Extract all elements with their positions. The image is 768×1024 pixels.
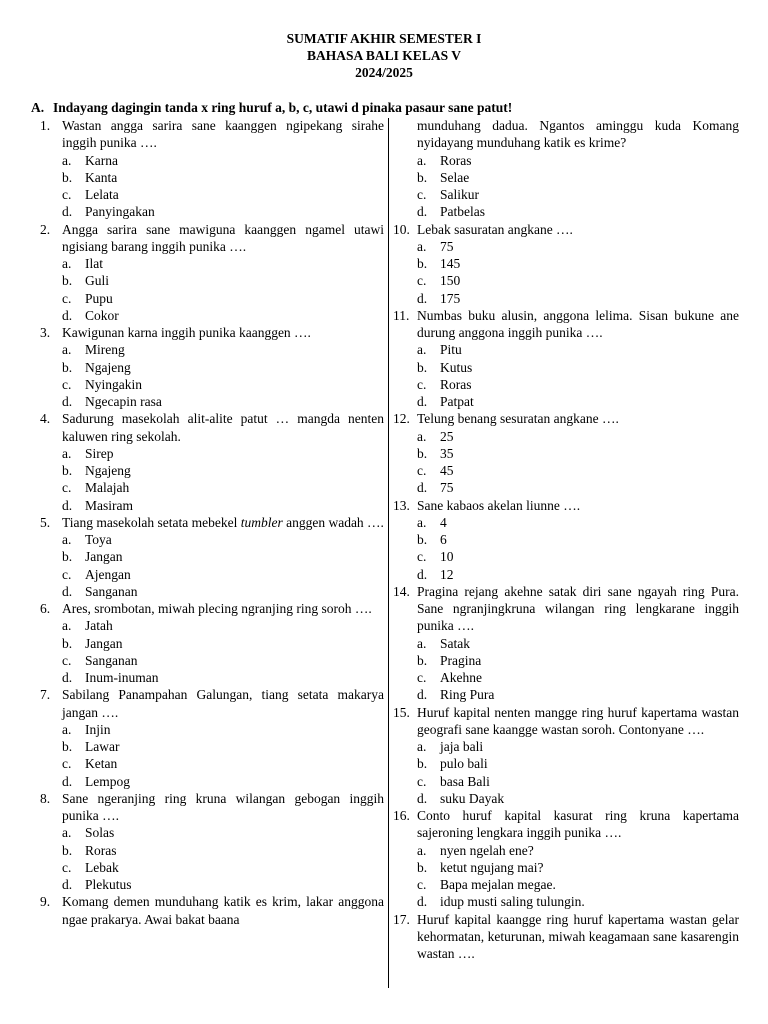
option-4-1[interactable] (34, 445, 384, 462)
option-text: Karna (85, 152, 118, 168)
question-12 (393, 410, 739, 496)
option-letter: b. (417, 756, 428, 772)
option-10-4[interactable] (393, 290, 739, 307)
option-text: Lelata (85, 187, 119, 202)
question-text: Numbas buku alusin, anggona lelima. Sisan bukune ane durung anggona inggih punika …. (417, 307, 739, 340)
option-16-2[interactable] (393, 859, 739, 876)
option-letter: a. (62, 532, 72, 547)
question-17 (393, 911, 739, 963)
question-number-label: 4. (40, 411, 51, 427)
question-number-label: 6. (40, 601, 51, 616)
question-stem (34, 600, 384, 617)
question-3 (34, 324, 384, 410)
option-text: Plekutus (85, 877, 132, 892)
option-text: Pupu (85, 290, 113, 306)
question-text: Pragina rejang akehne satak diri sane ngayah ring Pura. Sane ngranjingkruna wilangan ring lengkarane inggih punika …. (417, 583, 739, 634)
option-4-4[interactable] (34, 497, 384, 514)
option-1-4[interactable] (34, 203, 384, 220)
question-number (34, 514, 62, 531)
option-6-3[interactable] (34, 652, 384, 669)
option-text: Jangan (85, 635, 123, 651)
option-text: Kanta (85, 169, 118, 185)
option-letter: c. (62, 290, 72, 306)
question-number-label: 17. (393, 911, 410, 927)
question-number-label: 9. (40, 894, 51, 910)
exam-header (0, 30, 768, 81)
question-stem (34, 514, 384, 531)
option-text: Roras (440, 152, 472, 168)
option-text: Lempog (85, 773, 130, 789)
question-number (393, 807, 417, 842)
option-13-1[interactable] (393, 514, 739, 531)
option-text: Lebak (85, 859, 119, 875)
question-number (34, 600, 62, 617)
option-text: suku Dayak (440, 790, 505, 806)
question-text: Angga sarira sane mawiguna kaanggen ngamel utawi ngisiang barang inggih punika …. (62, 221, 384, 254)
option-text: Ring Pura (440, 687, 495, 703)
option-1-1[interactable] (34, 152, 384, 169)
option-7-2[interactable] (34, 738, 384, 755)
option-letter: d. (62, 583, 73, 599)
option-text: Toya (85, 532, 112, 547)
option-letter: c. (62, 376, 72, 392)
question-stem (34, 410, 384, 445)
option-14-2[interactable] (393, 652, 739, 669)
option-letter: d. (417, 790, 428, 806)
question-number-label: 16. (393, 808, 410, 823)
question-text: Conto huruf kapital kasurat ring kruna kapertama sajeroning lengkara inggih punika …. (417, 808, 739, 841)
option-8-4[interactable] (34, 876, 384, 893)
option-11-1[interactable] (393, 341, 739, 358)
option-11-3[interactable] (393, 376, 739, 393)
option-text: Jangan (85, 549, 123, 565)
question-stem (34, 893, 384, 928)
question-2 (34, 221, 384, 325)
option-15-4[interactable] (393, 790, 739, 807)
question-text: Sadurung masekolah alit-alite patut … mangda nenten kaluwen ring sekolah. (62, 411, 384, 444)
option-12-3[interactable] (393, 462, 739, 479)
option-10-2[interactable] (393, 255, 739, 272)
option-text: Inum-inuman (85, 670, 159, 685)
option-letter: d. (417, 204, 428, 220)
option-12-2[interactable] (393, 445, 739, 462)
option-text: Ketan (85, 756, 118, 772)
option-text: ketut ngujang mai? (440, 859, 544, 875)
question-8 (34, 790, 384, 894)
option-text: Malajah (85, 480, 130, 496)
option-3-4[interactable] (34, 393, 384, 410)
question-text: Sabilang Panampahan Galungan, tiang setata makarya jangan …. (62, 687, 384, 720)
option-text: Sirep (85, 445, 114, 461)
question-text: Ares, srombotan, miwah plecing ngranjing ring soroh …. (62, 601, 372, 616)
option-letter: b. (417, 359, 428, 375)
question-text: Sane kabaos akelan liunne …. (417, 497, 581, 513)
question-stem (393, 410, 739, 427)
question-stem (34, 324, 384, 341)
option-letter: a. (62, 256, 72, 271)
option-3-1[interactable] (34, 341, 384, 358)
option-text: 145 (440, 256, 461, 271)
question-number-label: 7. (40, 687, 51, 703)
option-letter: b. (62, 739, 73, 754)
option-text: 150 (440, 273, 461, 289)
question-number-label: 8. (40, 790, 51, 806)
option-letter: c. (62, 480, 72, 496)
option-letter: c. (417, 549, 427, 565)
question-number-label: 13. (393, 497, 410, 513)
section-instruction (31, 99, 751, 116)
option-letter: c. (417, 670, 427, 685)
question-number (34, 893, 62, 928)
option-letter: d. (417, 894, 428, 910)
question-number-label: 3. (40, 325, 51, 340)
question-number (34, 117, 62, 152)
question-6 (34, 600, 384, 686)
option-text: pulo bali (440, 756, 488, 772)
option-text: jaja bali (440, 739, 484, 754)
option-13-3[interactable] (393, 548, 739, 565)
option-9-3[interactable] (393, 186, 739, 203)
option-letter: a. (62, 152, 72, 168)
option-letter: b. (417, 859, 428, 875)
option-2-2[interactable] (34, 272, 384, 289)
left-column (34, 117, 384, 928)
option-letter: d. (62, 394, 73, 409)
option-letter: a. (417, 342, 427, 358)
question-1 (34, 117, 384, 221)
exam-subject: BAHASA BALI KELAS V (307, 48, 461, 63)
option-letter: a. (417, 514, 427, 530)
option-letter: a. (417, 739, 427, 754)
option-letter: c. (62, 566, 72, 582)
option-letter: b. (62, 635, 73, 651)
question-4 (34, 410, 384, 514)
option-letter: d. (417, 290, 428, 306)
option-10-1[interactable] (393, 238, 739, 255)
question-number (393, 911, 417, 963)
option-letter: a. (62, 721, 72, 737)
option-15-1[interactable] (393, 738, 739, 755)
option-4-3[interactable] (34, 479, 384, 496)
question-14 (393, 583, 739, 704)
option-letter: c. (417, 187, 427, 202)
option-letter: a. (62, 445, 72, 461)
option-text: Guli (85, 273, 110, 289)
option-11-4[interactable] (393, 393, 739, 410)
option-3-3[interactable] (34, 376, 384, 393)
option-letter: d. (62, 670, 73, 685)
option-text: 175 (440, 290, 461, 306)
question-number (393, 583, 417, 635)
option-text: 45 (440, 463, 454, 478)
option-5-1[interactable] (34, 531, 384, 548)
option-letter: b. (62, 359, 73, 375)
question-stem (393, 704, 739, 739)
question-stem (34, 117, 384, 152)
option-letter: d. (62, 307, 73, 323)
option-14-1[interactable] (393, 635, 739, 652)
option-15-3[interactable] (393, 773, 739, 790)
question-number-label: 10. (393, 221, 410, 237)
option-letter: d. (417, 566, 428, 582)
option-6-2[interactable] (34, 635, 384, 652)
option-16-4[interactable] (393, 893, 739, 910)
option-letter: d. (62, 204, 73, 220)
question-number (393, 221, 417, 238)
option-13-2[interactable] (393, 531, 739, 548)
option-letter: c. (62, 756, 72, 772)
option-15-2[interactable] (393, 755, 739, 772)
question-stem (393, 807, 739, 842)
option-letter: b. (62, 842, 73, 858)
option-text: 12 (440, 566, 454, 582)
option-text: Ajengan (85, 566, 131, 582)
option-13-4[interactable] (393, 566, 739, 583)
question-text-part: Tiang masekolah setata mebekel (62, 514, 241, 530)
option-text: Injin (85, 721, 111, 737)
option-14-4[interactable] (393, 686, 739, 703)
option-letter: d. (62, 497, 73, 513)
question-number (34, 686, 62, 721)
option-9-1[interactable] (393, 152, 739, 169)
question-number (34, 221, 62, 256)
option-text: nyen ngelah ene? (440, 842, 534, 858)
option-text: 6 (440, 532, 447, 547)
option-text: Roras (85, 842, 117, 858)
option-text: Salikur (440, 187, 479, 202)
option-text: Selae (440, 169, 470, 185)
question-stem (393, 307, 739, 342)
option-letter: b. (417, 256, 428, 271)
option-text: 25 (440, 428, 454, 444)
option-text: Kutus (440, 359, 473, 375)
option-text: Ngecapin rasa (85, 394, 162, 409)
question-number-label: 2. (40, 221, 51, 237)
option-text: Nyingakin (85, 376, 142, 392)
option-text: Akehne (440, 670, 482, 685)
option-letter: b. (417, 445, 428, 461)
option-letter: c. (62, 187, 72, 202)
option-text: Sanganan (85, 652, 138, 668)
option-letter: b. (62, 549, 73, 565)
option-14-3[interactable] (393, 669, 739, 686)
option-text: Cokor (85, 307, 119, 323)
question-number (34, 410, 62, 445)
question-stem (34, 221, 384, 256)
option-10-3[interactable] (393, 272, 739, 289)
option-letter: c. (417, 773, 427, 789)
question-number (34, 324, 62, 341)
option-text: idup musti saling tulungin. (440, 894, 585, 910)
option-letter: a. (417, 238, 427, 254)
question-stem (393, 583, 739, 635)
question-number-label: 12. (393, 411, 410, 427)
option-text: 10 (440, 549, 454, 565)
question-text: Lebak sasuratan angkane …. (417, 221, 573, 237)
option-9-2[interactable] (393, 169, 739, 186)
option-text: Solas (85, 825, 115, 841)
option-text: basa Bali (440, 773, 490, 789)
question-5 (34, 514, 384, 600)
option-letter: d. (417, 687, 428, 703)
question-stem (393, 497, 739, 514)
option-8-3[interactable] (34, 859, 384, 876)
option-6-4[interactable] (34, 669, 384, 686)
question-number-label: 14. (393, 583, 410, 599)
option-12-1[interactable] (393, 428, 739, 445)
option-1-2[interactable] (34, 169, 384, 186)
option-letter: d. (62, 877, 73, 892)
question-text: Wastan angga sarira sane kaanggen ngipekang sirahe inggih punika …. (62, 118, 384, 151)
option-16-3[interactable] (393, 876, 739, 893)
option-text: Ngajeng (85, 463, 131, 478)
option-letter: c. (417, 877, 427, 892)
option-12-4[interactable] (393, 479, 739, 496)
option-5-4[interactable] (34, 583, 384, 600)
option-text: Mireng (85, 342, 125, 358)
question-number-label: 5. (40, 514, 51, 530)
option-letter: a. (417, 152, 427, 168)
option-4-2[interactable] (34, 462, 384, 479)
option-text: Sanganan (85, 583, 138, 599)
question-number (393, 410, 417, 427)
question-10 (393, 221, 739, 307)
right-column (393, 117, 739, 962)
option-letter: c. (417, 463, 427, 478)
option-text: Patbelas (440, 204, 485, 220)
option-2-1[interactable] (34, 255, 384, 272)
question-text: Telung benang sesuratan angkane …. (417, 411, 619, 427)
option-letter: c. (417, 273, 427, 289)
question-stem (34, 686, 384, 721)
column-divider (388, 118, 389, 988)
option-text: 75 (440, 480, 454, 496)
question-number-label: 15. (393, 704, 410, 720)
question-9 (34, 893, 384, 928)
option-16-1[interactable] (393, 842, 739, 859)
question-number-label: 11. (393, 307, 410, 323)
question-number-label: 1. (40, 118, 51, 133)
question-text (62, 514, 384, 531)
option-5-3[interactable] (34, 566, 384, 583)
option-letter: d. (417, 394, 428, 409)
option-7-4[interactable] (34, 773, 384, 790)
option-letter: a. (417, 842, 427, 858)
option-letter: a. (62, 618, 72, 634)
question-text: Sane ngeranjing ring kruna wilangan gebogan inggih punika …. (62, 790, 384, 823)
section-label: A. (31, 100, 45, 115)
option-letter: c. (62, 652, 72, 668)
question-number (393, 704, 417, 739)
question-15 (393, 704, 739, 808)
option-text: 35 (440, 445, 454, 461)
question-stem (393, 221, 739, 238)
question-number (393, 497, 417, 514)
option-letter: c. (417, 376, 427, 392)
option-text: Ilat (85, 256, 103, 271)
option-7-3[interactable] (34, 755, 384, 772)
question-number (393, 307, 417, 342)
question-stem (393, 911, 739, 963)
option-text: Pragina (440, 652, 482, 668)
option-letter: b. (62, 169, 73, 185)
option-5-2[interactable] (34, 548, 384, 565)
question-number (34, 790, 62, 825)
question-9-continuation: munduhang dadua. Ngantos aminggu kuda Komang nyidayang munduhang katik es krime? (417, 118, 739, 151)
instruction-text: Indayang dagingin tanda x ring huruf a, b, c, utawi d pinaka pasaur sane patut! (53, 100, 513, 115)
option-8-1[interactable] (34, 824, 384, 841)
option-letter: b. (417, 169, 428, 185)
option-7-1[interactable] (34, 721, 384, 738)
option-letter: d. (62, 773, 73, 789)
question-text-italic: tumbler (240, 514, 283, 530)
question-16 (393, 807, 739, 911)
question-text: Kawigunan karna inggih punika kaanggen …. (62, 325, 311, 340)
question-11 (393, 307, 739, 411)
option-text: Patpat (440, 394, 474, 409)
option-text: 4 (440, 514, 447, 530)
option-text: Lawar (85, 739, 120, 754)
option-2-3[interactable] (34, 290, 384, 307)
option-6-1[interactable] (34, 617, 384, 634)
option-text: Masiram (85, 497, 133, 513)
option-9-4[interactable] (393, 203, 739, 220)
option-text: Bapa mejalan megae. (440, 877, 556, 892)
option-text: Roras (440, 376, 472, 392)
option-text: Ngajeng (85, 359, 131, 375)
option-2-4[interactable] (34, 307, 384, 324)
option-letter: b. (417, 532, 428, 547)
option-text: Pitu (440, 342, 462, 358)
option-1-3[interactable] (34, 186, 384, 203)
option-text: Panyingakan (85, 204, 155, 220)
question-text: Huruf kapital nenten mangge ring huruf kapertama wastan geografi sane kaangge wastan soroh. Contonyane …. (417, 704, 739, 737)
option-text: 75 (440, 238, 454, 254)
option-letter: b. (62, 463, 73, 478)
option-letter: d. (417, 480, 428, 496)
question-9-options (393, 152, 739, 221)
option-letter: a. (62, 825, 72, 841)
question-text: Huruf kapital kaangge ring huruf kapertama wastan gelar kehormatan, keturunan, miwah keagamaan sane kasarengin wastan …. (417, 911, 739, 961)
exam-year: 2024/2025 (355, 65, 413, 80)
option-3-2[interactable] (34, 359, 384, 376)
question-7 (34, 686, 384, 790)
option-text: Satak (440, 635, 470, 651)
option-letter: a. (417, 428, 427, 444)
question-text-part: anggen wadah …. (282, 514, 384, 530)
option-letter: b. (62, 273, 73, 289)
question-text: Komang demen munduhang katik es krim, lakar anggona ngae prakarya. Awai bakat baana (62, 894, 384, 927)
option-letter: a. (417, 635, 427, 651)
option-letter: c. (62, 859, 72, 875)
question-13 (393, 497, 739, 583)
option-letter: b. (417, 652, 428, 668)
exam-title: SUMATIF AKHIR SEMESTER I (286, 31, 482, 46)
option-8-2[interactable] (34, 842, 384, 859)
option-letter: a. (62, 342, 72, 358)
option-text: Jatah (85, 618, 113, 634)
option-11-2[interactable] (393, 359, 739, 376)
question-stem (34, 790, 384, 825)
